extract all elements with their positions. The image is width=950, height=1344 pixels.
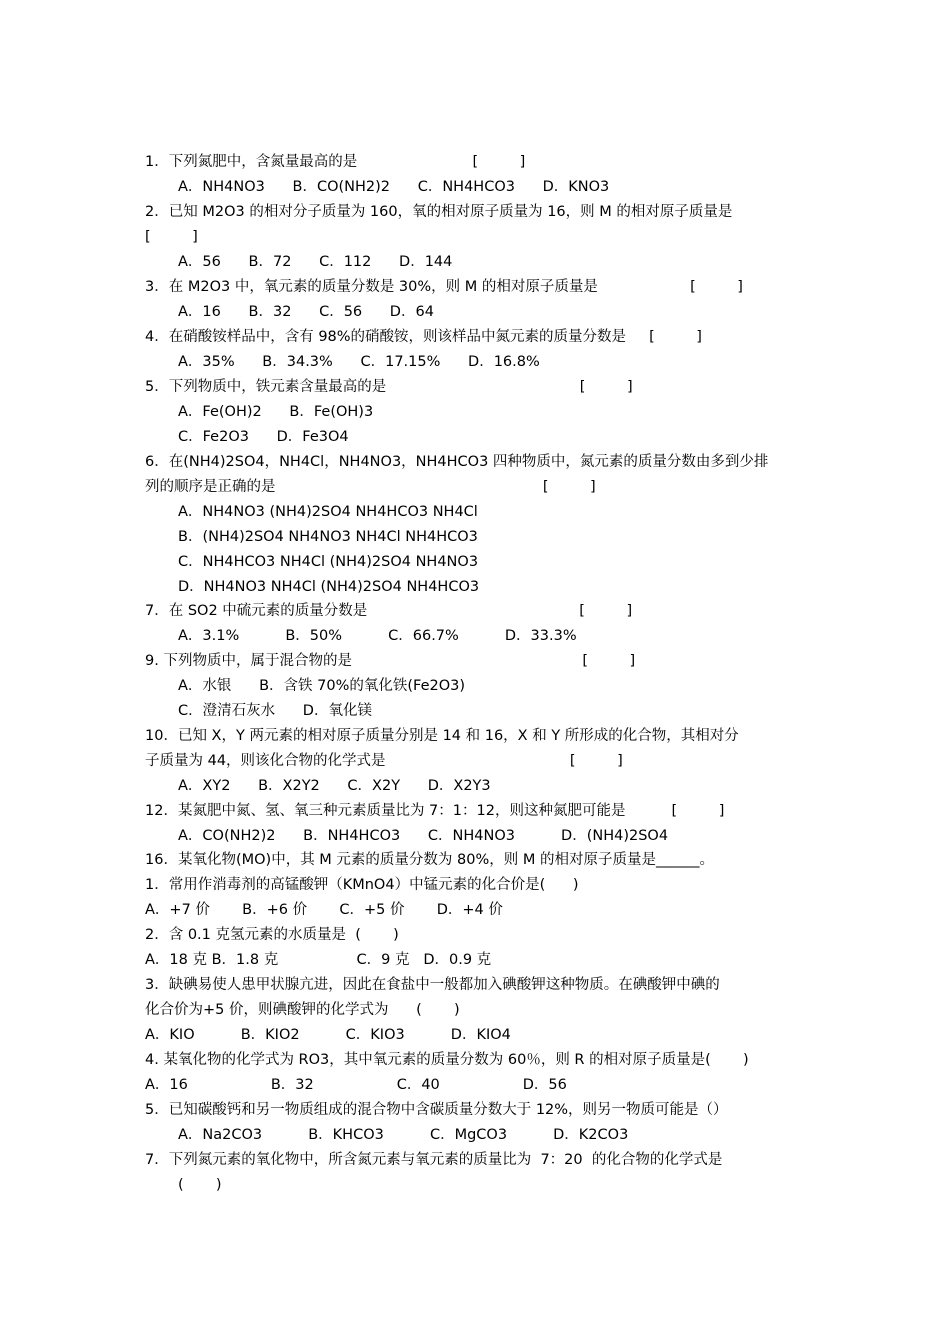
question-b4-options: A．16 B．32 C．40 D．56	[145, 1077, 567, 1093]
question-b2: 2．含 0.1 克氢元素的水质量是 ( )	[145, 927, 399, 943]
question-5-options-ab: A．Fe(OH)2 B．Fe(OH)3	[178, 404, 374, 420]
question-2-options: A．56 B．72 C．112 D．144	[178, 254, 453, 270]
question-6-option-c: C．NH4HCO3 NH4Cl (NH4)2SO4 NH4NO3	[178, 554, 479, 570]
question-6: 6．在(NH4)2SO4，NH4Cl，NH4NO3，NH4HCO3 四种物质中，氮元素的质量分数由多到少排	[145, 454, 769, 470]
question-6-cont: 列的顺序是正确的是 [ ]	[145, 479, 596, 495]
question-7: 7．在 SO2 中硫元素的质量分数是 [ ]	[145, 603, 633, 619]
question-b1-options: A．+7 价 B．+6 价 C．+5 价 D．+4 价	[145, 902, 503, 918]
question-b7-bracket: ( )	[178, 1177, 222, 1193]
question-b7: 7．下列氮元素的氧化物中，所含氮元素与氧元素的质量比为 7：20 的化合物的化学式是	[145, 1152, 723, 1168]
question-2: 2．已知 M2O3 的相对分子质量为 160，氧的相对原子质量为 16，则 M 的相对原子质量是	[145, 204, 733, 220]
question-b2-options: A．18 克 B．1.8 克 C．9 克 D．0.9 克	[145, 952, 492, 968]
question-1-options: A．NH4NO3 B．CO(NH2)2 C．NH4HCO3 D．KNO3	[178, 179, 610, 195]
question-b5: 5．已知碳酸钙和另一物质组成的混合物中含碳质量分数大于 12%，则另一物质可能是（）	[145, 1102, 728, 1118]
question-9-options-ab: A．水银 B．含铁 70%的氧化铁(Fe2O3)	[178, 678, 466, 694]
question-b3: 3．缺碘易使人患甲状腺亢进，因此在食盐中一般都加入碘酸钾这种物质。在碘酸钾中碘的	[145, 977, 720, 993]
question-5-options-cd: C．Fe2O3 D．Fe3O4	[178, 429, 349, 445]
question-1: 1．下列氮肥中，含氮量最高的是 [ ]	[145, 154, 526, 170]
question-5: 5．下列物质中，铁元素含量最高的是 [ ]	[145, 379, 633, 395]
question-3: 3．在 M2O3 中，氧元素的质量分数是 30%，则 M 的相对原子质量是 [ ]	[145, 279, 743, 295]
question-b3-cont: 化合价为+5 价，则碘酸钾的化学式为 ( )	[145, 1002, 460, 1018]
question-6-option-d: D．NH4NO3 NH4Cl (NH4)2SO4 NH4HCO3	[178, 579, 480, 595]
question-10-options: A．XY2 B．X2Y2 C．X2Y D．X2Y3	[178, 778, 491, 794]
question-2-bracket: [ ]	[145, 229, 198, 245]
question-7-options: A．3.1% B．50% C．66.7% D．33.3%	[178, 628, 577, 644]
question-4: 4．在硝酸铵样品中，含有 98%的硝酸铵，则该样品中氮元素的质量分数是 [ ]	[145, 329, 702, 345]
question-12: 12．某氮肥中氮、氢、氧三种元素质量比为 7：1：12，则这种氮肥可能是 [ ]	[145, 803, 725, 819]
question-b3-options: A．KIO B．KIO2 C．KIO3 D．KIO4	[145, 1027, 511, 1043]
question-9: 9. 下列物质中，属于混合物的是 [ ]	[145, 653, 636, 669]
question-b5-options: A．Na2CO3 B．KHCO3 C．MgCO3 D．K2CO3	[178, 1127, 629, 1143]
question-10-cont: 子质量为 44，则该化合物的化学式是 [ ]	[145, 753, 623, 769]
question-9-options-cd: C．澄清石灰水 D．氧化镁	[178, 703, 372, 719]
question-10: 10．已知 X，Y 两元素的相对原子质量分别是 14 和 16，X 和 Y 所形成的化合物，其相对分	[145, 728, 739, 744]
question-6-option-a: A．NH4NO3 (NH4)2SO4 NH4HCO3 NH4Cl	[178, 504, 478, 520]
question-6-option-b: B．(NH4)2SO4 NH4NO3 NH4Cl NH4HCO3	[178, 529, 478, 545]
question-4-options: A．35% B．34.3% C．17.15% D．16.8%	[178, 354, 540, 370]
question-b1: 1．常用作消毒剂的高锰酸钾（KMnO4）中锰元素的化合价是( )	[145, 877, 579, 893]
question-3-options: A．16 B．32 C．56 D．64	[178, 304, 434, 320]
question-16: 16．某氧化物(MO)中，其 M 元素的质量分数为 80%，则 M 的相对原子质量是______。	[145, 852, 714, 868]
question-12-options: A．CO(NH2)2 B．NH4HCO3 C．NH4NO3 D．(NH4)2SO4	[178, 828, 669, 844]
question-b4: 4. 某氧化物的化学式为 RO3，其中氧元素的质量分数为 60％，则 R 的相对原子质量是( )	[145, 1052, 749, 1068]
